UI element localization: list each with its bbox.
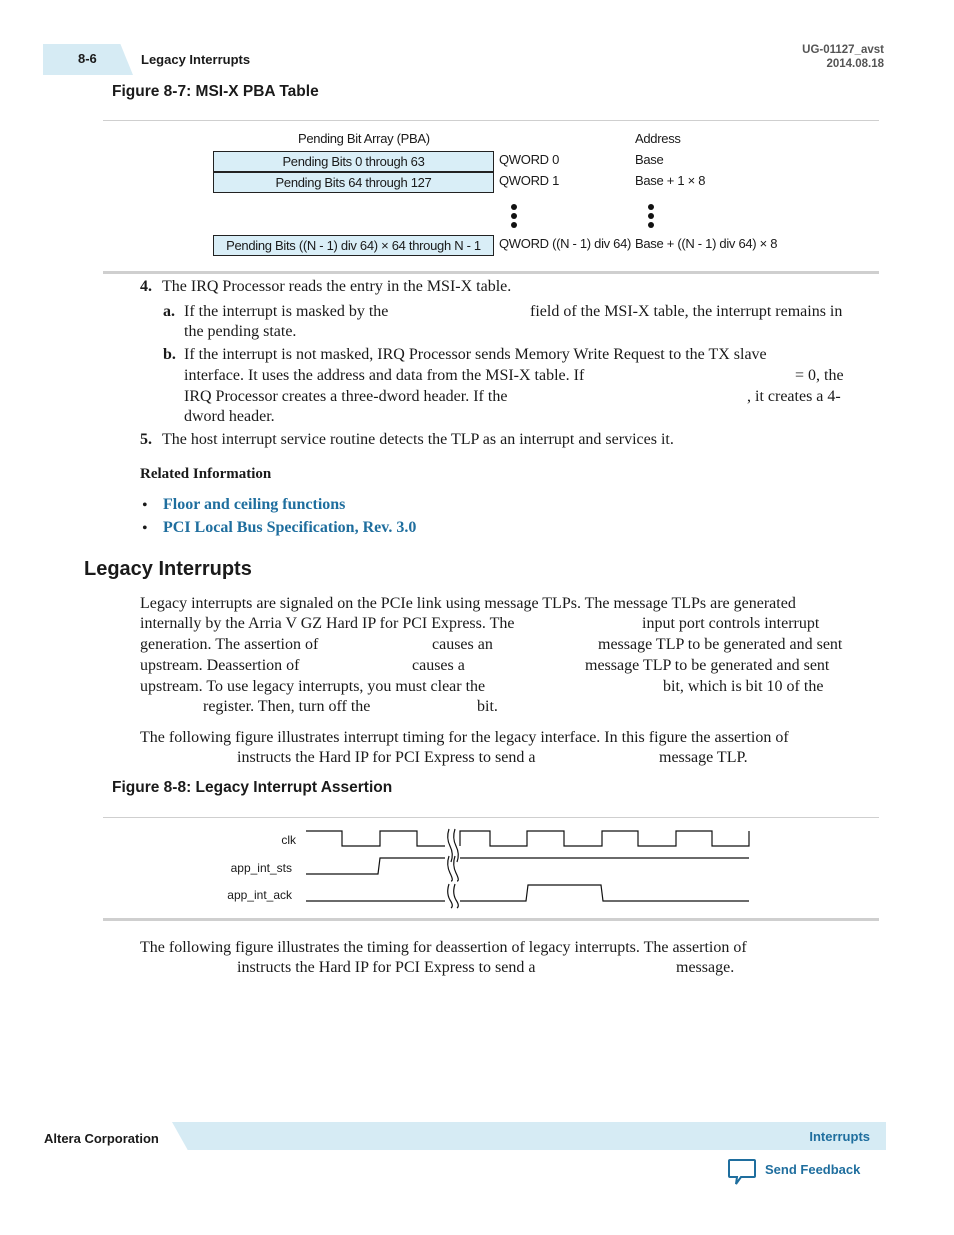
legacy-p1-line3a: generation. The assertion of <box>140 636 319 653</box>
step-4b-line3b: , it creates a 4- <box>747 388 841 405</box>
address-n: Base + ((N - 1) div 64) × 8 <box>635 236 778 251</box>
app-int-ack-waveform-continued <box>460 885 749 901</box>
clk-waveform <box>306 831 445 846</box>
legacy-p3-line1: The following figure illustrates the timing for deassertion of legacy interrupts. The assertion of <box>140 939 747 956</box>
header-section-title: Legacy Interrupts <box>141 52 251 67</box>
legacy-p1-line6b: bit. <box>477 698 498 715</box>
pba-row-0: Pending Bits 0 through 63 <box>213 151 494 172</box>
step-4b-line1: If the interrupt is not masked, IRQ Processor sends Memory Write Request to the TX slave <box>184 346 767 363</box>
legacy-p2-line1: The following figure illustrates interrupt timing for the legacy interface. In this figure the assertion of <box>140 729 789 746</box>
page-number: 8-6 <box>78 51 97 66</box>
legacy-p1-line3b: causes an <box>432 636 493 653</box>
related-info-heading: Related Information <box>140 466 272 482</box>
footer-company: Altera Corporation <box>44 1131 159 1146</box>
document-id <box>802 43 884 71</box>
legacy-p1-line4a: upstream. Deassertion of <box>140 657 300 674</box>
step-4b-line2a: interface. It uses the address and data from the MSI-X table. If <box>184 367 585 384</box>
timing-diagram <box>300 824 760 910</box>
address-header: Address <box>635 131 681 146</box>
bullet-2: • <box>142 520 148 537</box>
bullet-1: • <box>142 497 148 514</box>
step-4-text: The IRQ Processor reads the entry in the MSI-X table. <box>162 278 512 295</box>
step-4a-line2: the pending state. <box>184 323 297 340</box>
app-int-sts-waveform <box>306 858 445 874</box>
link-floor-ceiling[interactable]: Floor and ceiling functions <box>163 496 346 513</box>
legacy-p2-line2a: instructs the Hard IP for PCI Express to send a <box>237 749 536 766</box>
figure-8-8-title: Figure 8-8: Legacy Interrupt Assertion <box>112 779 393 796</box>
signal-label-app-int-ack: app_int_ack <box>227 888 292 902</box>
ellipsis-dots-qword <box>511 204 517 231</box>
feedback-icon[interactable] <box>727 1158 757 1186</box>
step-4b-line2b: = 0, the <box>795 367 844 384</box>
qword-0: QWORD 0 <box>499 152 560 167</box>
step-5-text: The host interrupt service routine detects the TLP as an interrupt and services it. <box>162 431 674 448</box>
legacy-p1-line2a: internally by the Arria V GZ Hard IP for PCI Express. The <box>140 615 515 632</box>
signal-label-clk: clk <box>281 833 296 847</box>
legacy-p1-line6a: register. Then, turn off the <box>203 698 371 715</box>
step-4b-label: b. <box>163 346 176 363</box>
legacy-p1-line5b: bit, which is bit 10 of the <box>663 678 824 695</box>
footer-band <box>172 1122 886 1150</box>
figure-8-7-title: Figure 8-7: MSI-X PBA Table <box>112 83 319 100</box>
break-marks <box>448 829 459 908</box>
legacy-interrupts-heading: Legacy Interrupts <box>84 558 252 580</box>
step-5-number: 5. <box>140 431 152 448</box>
link-pci-spec[interactable]: PCI Local Bus Specification, Rev. 3.0 <box>163 519 417 536</box>
address-1: Base + 1 × 8 <box>635 173 706 188</box>
step-4a-line1b: field of the MSI-X table, the interrupt remains in <box>530 303 843 320</box>
legacy-p1-line1: Legacy interrupts are signaled on the PCIe link using message TLPs. The message TLPs are generated <box>140 595 796 612</box>
figure-8-8-bottom-rule <box>103 918 879 921</box>
legacy-p2-line2b: message TLP. <box>659 749 748 766</box>
doc-id-text: UG-01127_avst <box>802 44 884 56</box>
step-4a-label: a. <box>163 303 175 320</box>
clk-waveform-continued <box>460 831 749 846</box>
legacy-p1-line4c: message TLP to be generated and sent <box>585 657 830 674</box>
doc-date: 2014.08.18 <box>826 58 884 70</box>
qword-1: QWORD 1 <box>499 173 560 188</box>
legacy-p3-line2b: message. <box>676 959 735 976</box>
figure-8-8-top-rule <box>103 817 879 818</box>
qword-n: QWORD ((N - 1) div 64) <box>499 236 632 251</box>
step-4b-line4: dword header. <box>184 408 275 425</box>
step-4b-line3a: IRQ Processor creates a three-dword header. If the <box>184 388 508 405</box>
footer-chapter[interactable]: Interrupts <box>809 1129 870 1144</box>
step-4-number: 4. <box>140 278 152 295</box>
figure-top-rule <box>103 120 879 121</box>
ellipsis-dots-address <box>648 204 654 231</box>
figure-bottom-rule <box>103 271 879 274</box>
pba-table-title: Pending Bit Array (PBA) <box>298 131 430 146</box>
step-4a-line1a: If the interrupt is masked by the <box>184 303 389 320</box>
signal-label-app-int-sts: app_int_sts <box>230 861 292 875</box>
legacy-p1-line4b: causes a <box>412 657 465 674</box>
legacy-p1-line3c: message TLP to be generated and sent <box>598 636 843 653</box>
send-feedback-link[interactable]: Send Feedback <box>765 1162 861 1177</box>
legacy-p3-line2a: instructs the Hard IP for PCI Express to send a <box>237 959 536 976</box>
address-0: Base <box>635 152 664 167</box>
pba-row-1: Pending Bits 64 through 127 <box>213 172 494 193</box>
pba-row-n: Pending Bits ((N - 1) div 64) × 64 through N - 1 <box>213 235 494 256</box>
legacy-p1-line2b: input port controls interrupt <box>642 615 820 632</box>
legacy-p1-line5a: upstream. To use legacy interrupts, you must clear the <box>140 678 486 695</box>
